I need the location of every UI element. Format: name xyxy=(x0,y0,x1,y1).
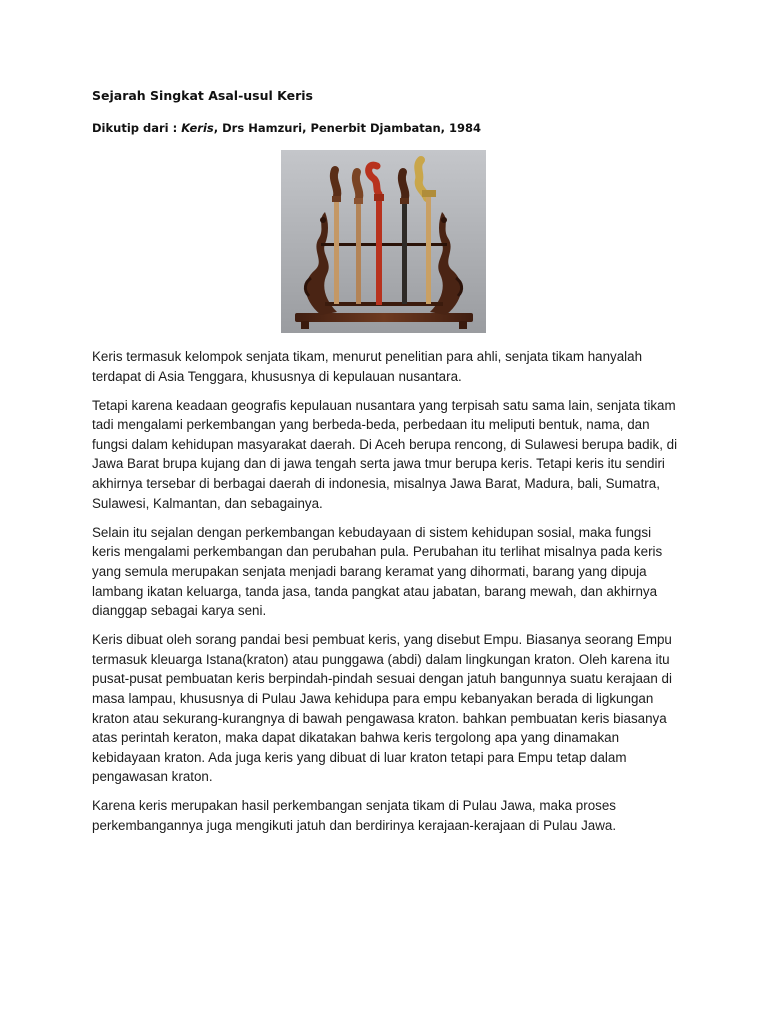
paragraph: Selain itu sejalan dengan perkembangan kebudayaan di sistem kehidupan sosial, maka fungsi keris mengalami perkembangan dan perubahan pula. Perubahan itu terlihat misalnya pada keris yang semula merupakan senjata menjadi barang keramat yang dihormati, barang yang dipuja lambang ikatan keluarga, tanda jasa, tanda pangkat atau jabatan, barang mewah, dan akhirnya dianggap sebagai karya seni. xyxy=(92,524,663,619)
paragraph: Keris termasuk kelompok senjata tikam, menurut penelitian para ahli, senjata tikam hanyalah terdapat di Asia Tenggara, khususnya di kepulauan nusantara. xyxy=(92,349,643,384)
paragraph: Keris dibuat oleh sorang pandai besi pembuat keris, yang disebut Empu. Biasanya seorang Empu termasuk kleuarga Istana(kraton) atau punggawa (abdi) dalam lingkungan kraton. Oleh karena itu pusat-pusat pembuatan keris berpindah-pindah sesuai dengan jatuh bangunnya suatu kerajaan di masa lampau, khususnya di Pulau Jawa kehidupa para empu kebanyakan berada di ligkungan kraton atau sekurang-kurangnya di bawah pengawasa kraton. bahkan pembuatan keris biasanya atas perintah keraton, maka dapat dikatakan bahwa keris tergolong apa yang dinamakan kebidayaan kraton. Ada juga keris yang dibuat di luar kraton tetapi para Empu tetap dalam pengawasan kraton. xyxy=(92,632,672,785)
source-prefix: Dikutip dari : xyxy=(92,121,182,135)
source-citation xyxy=(92,121,481,135)
source-details: , Drs Hamzuri, Penerbit Djambatan, 1984 xyxy=(213,121,482,135)
document-title: Sejarah Singkat Asal-usul Keris xyxy=(92,88,313,103)
keris-display-stand-photo xyxy=(281,150,486,333)
article-body xyxy=(92,347,682,845)
paragraph: Karena keris merupakan hasil perkembangan senjata tikam di Pulau Jawa, maka proses perkembangannya juga mengikuti jatuh dan berdirinya kerajaan-kerajaan di Pulau Jawa. xyxy=(92,798,617,834)
source-book-title: Keris xyxy=(181,121,214,135)
paragraph: Tetapi karena keadaan geografis kepulauan nusantara yang terpisah satu sama lain, senjata tikam tadi mengalami perkembangan yang berbeda-beda, perbedaan itu meliputi bentuk, nama, dan fungsi dalam kehidupan masyarakat daerah. Di Aceh berupa rencong, di Sulawesi berupa badik, di Jawa Barat brupa kujang dan di jawa tengah serta jawa tmur berupa keris. Tetapi keris itu sendiri akhirnya tersebar di berbagai daerah di indonesia, misalnya Jawa Barat, Madura, bali, Sumatra, Sulawesi, Kalmantan, dan sebagainya. xyxy=(92,397,678,511)
